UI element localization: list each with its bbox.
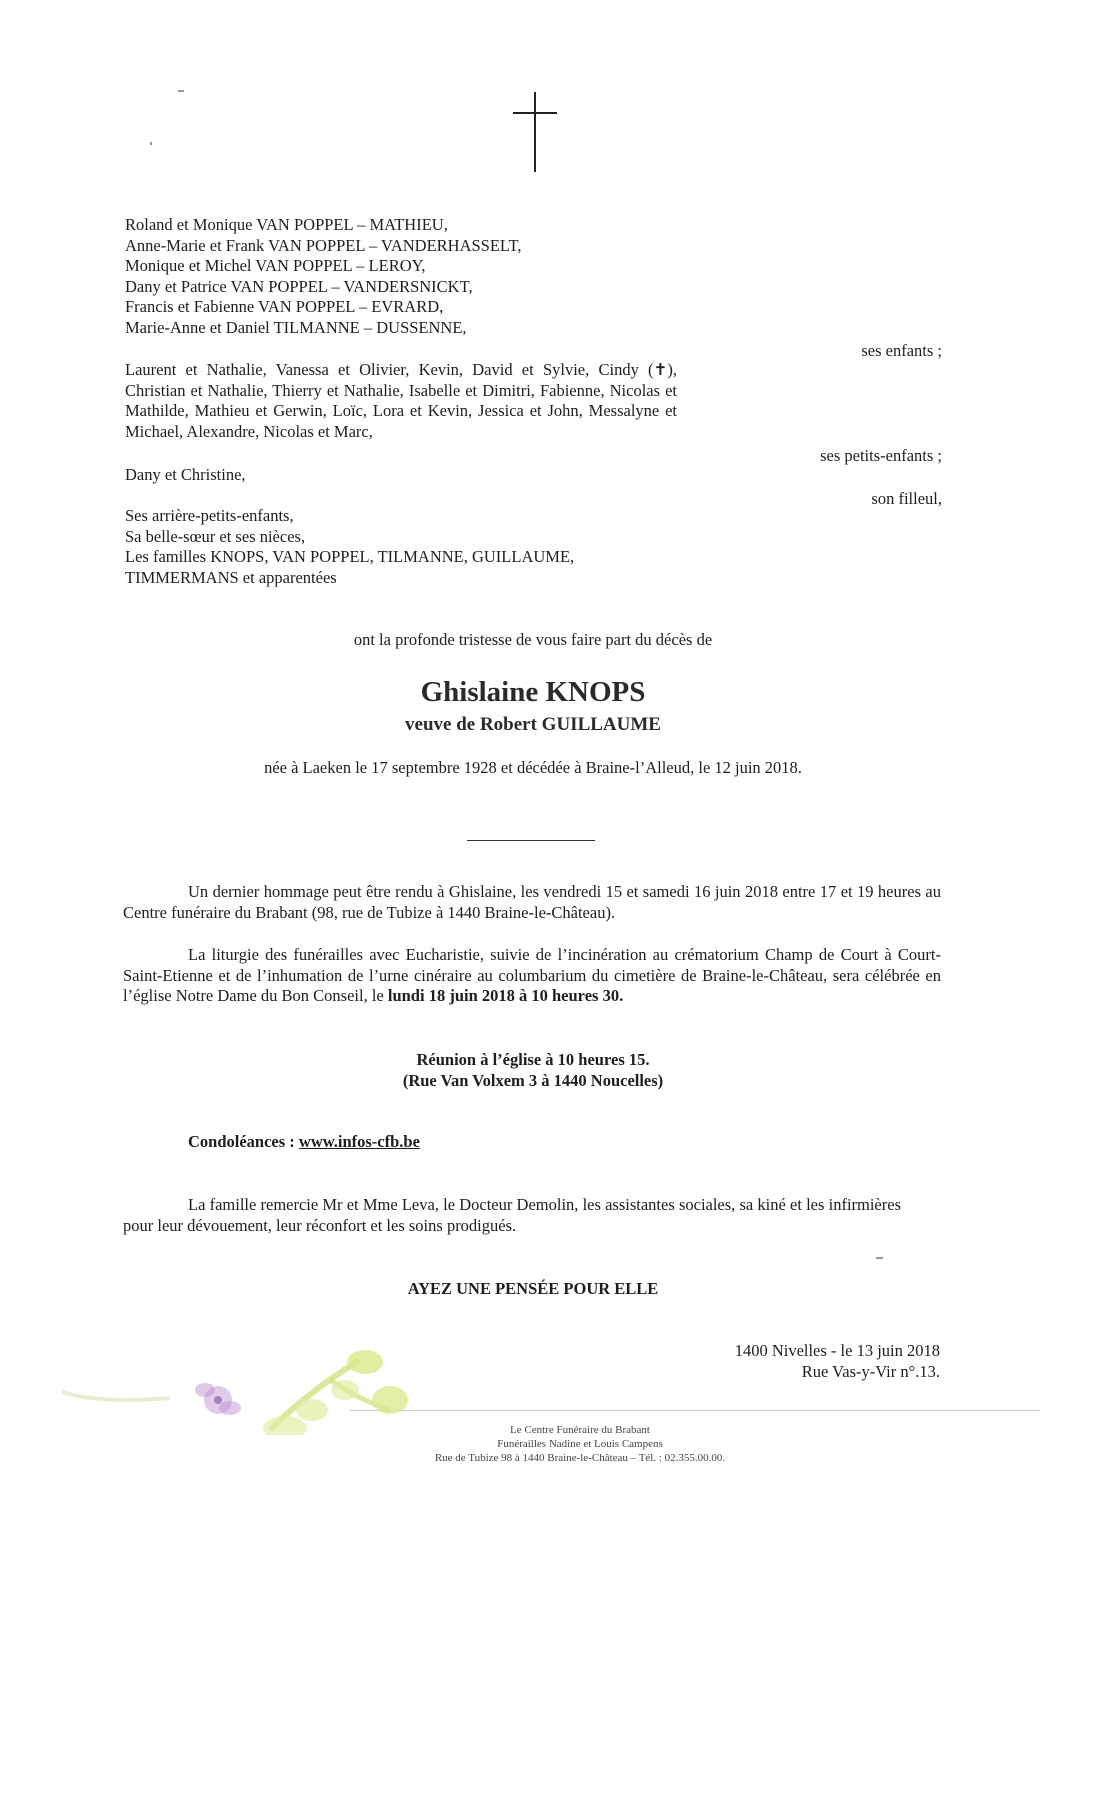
deceased-dates: née à Laeken le 17 septembre 1928 et décédée à Braine-l’Alleud, le 12 juin 2018.	[264, 758, 802, 777]
grandchildren-role: ses petits-enfants ;	[820, 446, 942, 465]
announcement-text: ont la profonde tristesse de vous faire part du décès de	[353, 630, 713, 649]
condoleances-line	[188, 1132, 420, 1153]
relatives-line: Sa belle-sœur et ses nièces,	[125, 526, 306, 546]
deceased-subtitle: veuve de Robert GUILLAUME	[405, 714, 661, 735]
godchild-role: son filleul,	[871, 489, 942, 508]
family-line: Roland et Monique VAN POPPEL – MATHIEU,	[125, 215, 448, 234]
footer-rule	[350, 1410, 1040, 1411]
godchild-names: Dany et Christine,	[125, 465, 246, 484]
other-relatives	[125, 506, 574, 588]
reunion-address: (Rue Van Volxem 3 à 1440 Noucelles)	[402, 1071, 664, 1090]
condoleances-link[interactable]: www.infos-cfb.be	[298, 1132, 420, 1151]
footer-line-2: Funérailles Nadine et Louis Campens	[497, 1438, 663, 1450]
grandchildren-list: Laurent et Nathalie, Vanessa et Olivier, Kevin, David et Sylvie, Cindy (✝), Christian et Nathalie, Thierry et Nathalie, Isabelle et Dimitri, Fabienne, Nicolas et Mathilde, Mathieu et Gerwin, Loïc, Lora et Kevin, Jessica et John, Messalyne et Michael, Alexandre, Nicolas et Marc,	[125, 360, 677, 441]
scan-speck	[150, 142, 152, 145]
family-line: Marie-Anne et Daniel TILMANNE – DUSSENNE,	[125, 317, 467, 337]
funeral-home-footer	[300, 1423, 860, 1465]
liturgy-date: lundi 18 juin 2018 à 10 heures 30.	[387, 986, 624, 1005]
place-date: 1400 Nivelles - le 13 juin 2018	[734, 1341, 940, 1360]
closing-line: AYEZ UNE PENSÉE POUR ELLE	[407, 1279, 659, 1298]
relatives-line: TIMMERMANS et apparentées	[125, 567, 337, 587]
family-line: Francis et Fabienne VAN POPPEL – EVRARD,	[125, 297, 444, 316]
orchid-decoration-icon	[60, 1340, 420, 1435]
family-line: Anne-Marie et Frank VAN POPPEL – VANDERHASSELT,	[125, 235, 522, 255]
children-role: ses enfants ;	[861, 341, 942, 360]
relatives-line: Ses arrière-petits-enfants,	[125, 506, 294, 525]
children-list	[125, 215, 521, 338]
scan-speck	[178, 90, 184, 92]
family-line: Dany et Patrice VAN POPPEL – VANDERSNICKT,	[125, 276, 473, 296]
family-line: Monique et Michel VAN POPPEL – LEROY,	[125, 256, 426, 275]
home-address: Rue Vas-y-Vir n°.13.	[801, 1362, 940, 1381]
thanks-paragraph: La famille remercie Mr et Mme Leva, le Docteur Demolin, les assistantes sociales, sa kiné et les infirmières pour leur dévouement, leur réconfort et les soins prodigués.	[123, 1195, 901, 1235]
section-divider	[467, 840, 595, 841]
liturgy-text: La liturgie des funérailles avec Eucharistie, suivie de l’incinération au crématorium Champ de Court à Court-Saint-Etienne et de l’inhumation de l’urne cinéraire au columbarium du cimetière de Braine-le-Château, sera célébrée en l’église Notre Dame du Bon Conseil, le	[123, 945, 941, 1005]
relatives-line: Les familles KNOPS, VAN POPPEL, TILMANNE, GUILLAUME,	[125, 547, 575, 566]
scan-speck	[876, 1257, 883, 1259]
condoleances-label: Condoléances :	[188, 1132, 299, 1151]
liturgy-paragraph	[123, 945, 941, 1007]
reunion-time: Réunion à l’église à 10 heures 15.	[416, 1050, 650, 1069]
hommage-paragraph: Un dernier hommage peut être rendu à Ghislaine, les vendredi 15 et samedi 16 juin 2018 entre 17 et 19 heures au Centre funéraire du Brabant (98, rue de Tubize à 1440 Braine-le-Château).	[123, 882, 941, 922]
footer-line-3: Rue de Tubize 98 à 1440 Braine-le-Château – Tél. : 02.355.00.00.	[434, 1452, 726, 1464]
footer-line-1: Le Centre Funéraire du Brabant	[510, 1424, 650, 1436]
deceased-name: Ghislaine KNOPS	[420, 676, 646, 708]
